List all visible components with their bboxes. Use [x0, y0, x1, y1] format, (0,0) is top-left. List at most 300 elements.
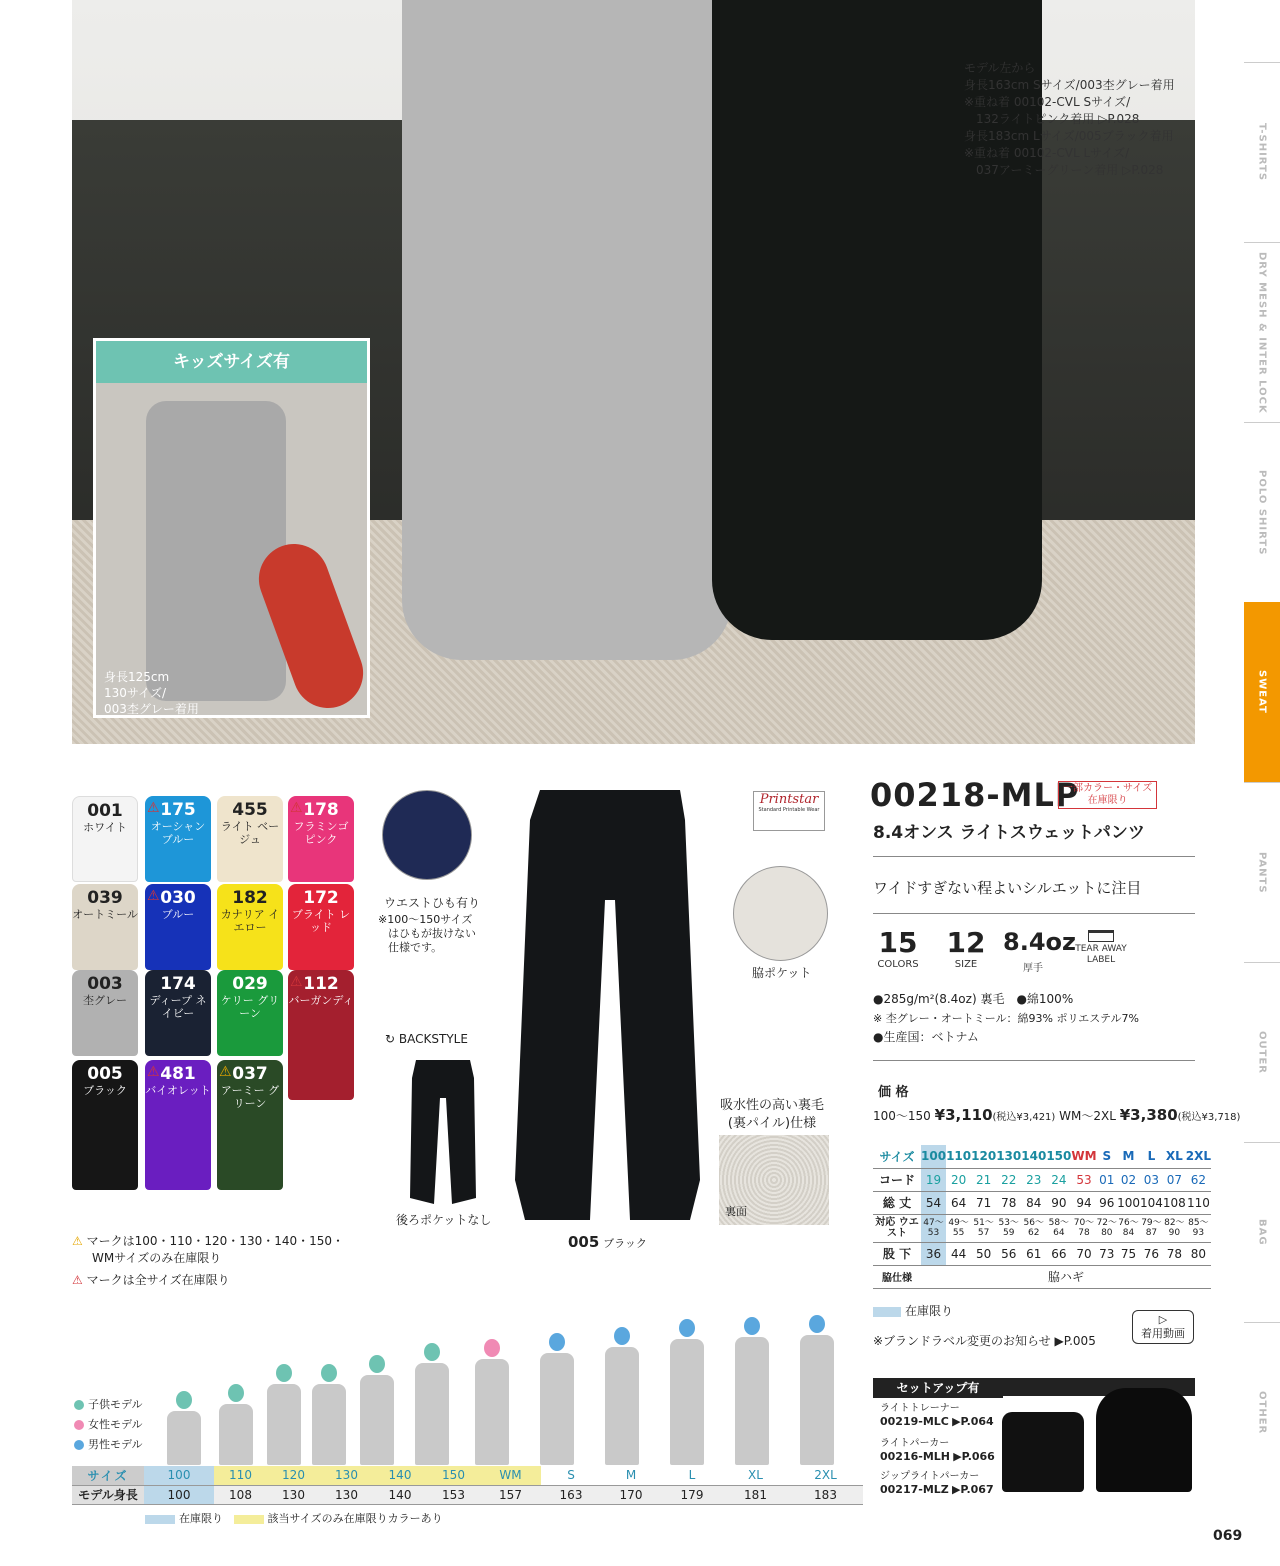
swatch-code: 039 [87, 888, 123, 908]
warn-yellow-note [72, 1232, 344, 1266]
spec-value: 15 [878, 926, 918, 959]
model-cell: 140 [373, 1466, 427, 1485]
model-cell: 170 [601, 1485, 661, 1504]
size-cell: 140 [1021, 1145, 1046, 1168]
divider [873, 1060, 1195, 1061]
women-person-icon [74, 1420, 84, 1430]
swatch-name: オートミール [72, 908, 138, 921]
model-figure [605, 1327, 639, 1465]
row-header: 脇仕様 [873, 1265, 921, 1288]
back-pocket-label: 後ろポケットなし [396, 1213, 492, 1227]
row-header: 股 下 [873, 1242, 921, 1265]
swatch-name: ライト ベージュ [220, 820, 280, 846]
size-cell: 44 [946, 1242, 971, 1265]
model-size-table [72, 1466, 863, 1505]
setup-item[interactable] [880, 1402, 994, 1429]
size-cell: 36 [921, 1242, 946, 1265]
legend-text: 子供モデル [88, 1398, 143, 1411]
swatch-455 [217, 796, 283, 882]
note-text: マークは100・110・120・130・140・150・ [86, 1234, 345, 1248]
swatch-112 [288, 970, 354, 1100]
model-cell: XL [723, 1466, 788, 1485]
swatch-039 [72, 884, 138, 970]
size-cell: 07 [1163, 1168, 1186, 1191]
size-cell: 24 [1046, 1168, 1071, 1191]
model-cell: M [601, 1466, 661, 1485]
swatch-174 [145, 970, 211, 1056]
size-cell: 54 [921, 1191, 946, 1214]
size-cell: 100 [1117, 1191, 1140, 1214]
spec-label: 厚手 [1023, 963, 1043, 974]
men-person-icon [74, 1440, 84, 1450]
warning-icon: ⚠ [147, 1064, 160, 1080]
tear-away-label-icon [1070, 930, 1132, 966]
size-cell: 94 [1071, 1191, 1096, 1214]
setup-code: 00216-MLH [880, 1450, 950, 1463]
size-cell: L [1140, 1145, 1163, 1168]
swatch-code: 112 [303, 974, 339, 994]
row-header: モデル身長 [72, 1485, 144, 1504]
legend-text: 女性モデル [88, 1418, 143, 1431]
spec-label: COLORS [877, 959, 919, 970]
spec-label: LABEL [1086, 955, 1116, 965]
row-header: 対応 ウエスト [873, 1214, 921, 1242]
legend-men [74, 1435, 142, 1455]
swatch-name: アーミー グリーン [220, 1084, 280, 1110]
caption-line: 132ライトピンク着用 ▷P.028 [964, 112, 1140, 126]
kids-inset-photo [93, 338, 370, 718]
tab-label: POLO SHIRTS [1256, 469, 1268, 556]
legend-text: 該当サイズのみ在庫限りカラーあり [267, 1512, 443, 1525]
divider [873, 856, 1195, 857]
swatch-005 [72, 1060, 138, 1190]
legend-women [74, 1415, 142, 1435]
swatch-name: ブラック [83, 1084, 127, 1097]
size-table [873, 1145, 1211, 1289]
size-cell: 76 [1140, 1242, 1163, 1265]
size-cell: XL [1163, 1145, 1186, 1168]
tab-t-shirts[interactable] [1244, 62, 1280, 242]
note-line: (裏パイル)仕様 [727, 1116, 817, 1131]
spec-value: 12 [946, 926, 986, 959]
model-cell: WM [480, 1466, 541, 1485]
model-cell: 181 [723, 1485, 788, 1504]
swatch-name: バーガンディ [288, 994, 354, 1007]
size-cell: S [1097, 1145, 1118, 1168]
stock-badge [1058, 781, 1157, 809]
waist-cord-detail [382, 790, 472, 880]
size-cell: 96 [1097, 1191, 1118, 1214]
hoodie-thumbnail [1096, 1388, 1192, 1492]
caption-line: 身長125cm [104, 670, 170, 684]
page-number: 069 [1213, 1528, 1243, 1544]
swatch-code: 037 [232, 1064, 268, 1084]
main-pants-illustration [500, 780, 720, 1230]
watch-video-button[interactable] [1132, 1310, 1194, 1344]
main-color-name: ブラック [603, 1237, 647, 1250]
price-heading: 価 格 [878, 1085, 909, 1100]
size-cell: 150 [1046, 1145, 1071, 1168]
legend-text: 在庫限り [179, 1512, 223, 1525]
fabric-line: ※ 杢グレー・オートミール：綿93% ポリエステル7% [873, 1012, 1139, 1025]
size-cell: 84 [1021, 1191, 1046, 1214]
side-pocket-detail [733, 866, 828, 961]
swatch-name: 杢グレー [83, 994, 127, 1007]
model-row [72, 1466, 863, 1485]
setup-page: ▶P.067 [951, 1483, 994, 1496]
swatch-172 [288, 884, 354, 970]
size-cell: 80 [1186, 1242, 1211, 1265]
model-figure [415, 1343, 449, 1465]
tab-label: DRY MESH & INTER LOCK [1256, 251, 1268, 414]
legend-kids [74, 1395, 142, 1415]
tab-polo-shirts[interactable] [1244, 422, 1280, 602]
price-row [873, 1106, 1240, 1124]
sweatshirt-thumbnail [1002, 1412, 1084, 1492]
model-figure [475, 1339, 509, 1465]
price-range: WM～2XL [1059, 1109, 1116, 1123]
tab-outer[interactable] [1244, 962, 1280, 1142]
note-text: マークは全サイズ在庫限り [86, 1273, 230, 1287]
swatch-029 [217, 970, 283, 1056]
swatch-code: 003 [87, 974, 123, 994]
swatch-name: ブルー [161, 908, 195, 921]
kids-person-icon [74, 1400, 84, 1410]
size-cell: 110 [946, 1145, 971, 1168]
backstyle-label [385, 1032, 468, 1046]
tab-pants[interactable] [1244, 782, 1280, 962]
row-header: 総 丈 [873, 1191, 921, 1214]
side-spec-cell: 脇ハギ [921, 1265, 1211, 1288]
swatch-code: 178 [303, 800, 339, 820]
model-cell: 130 [320, 1485, 373, 1504]
tab-label: OUTER [1256, 1031, 1268, 1074]
spec-size [940, 926, 992, 970]
warn-red-note [72, 1271, 230, 1288]
model-cell: 108 [214, 1485, 267, 1504]
row-header: コード [873, 1168, 921, 1191]
swatch-name: ケリー グリーン [220, 994, 280, 1020]
size-cell: 01 [1097, 1168, 1118, 1191]
setup-item[interactable] [880, 1470, 994, 1497]
logo-subtext: Standard Printable Wear [758, 807, 820, 813]
size-cell: 58〜64 [1046, 1214, 1071, 1242]
waist-note [378, 913, 476, 955]
swatch-name: ディープ ネイビー [149, 994, 207, 1020]
swatch-code: 455 [232, 800, 268, 820]
model-legend [74, 1395, 142, 1455]
model-figure [312, 1364, 346, 1465]
setup-code: 00219-MLC [880, 1415, 949, 1428]
size-cell: 130 [996, 1145, 1021, 1168]
model-cell: 2XL [788, 1466, 863, 1485]
printstar-logo [753, 791, 825, 831]
swatch-code: 175 [160, 800, 196, 820]
model-figure [219, 1384, 253, 1465]
model-cell: 150 [427, 1466, 480, 1485]
swatch-name: カナリア イエロー [220, 908, 280, 934]
swatch-code: 005 [87, 1064, 123, 1084]
model-figure [735, 1317, 769, 1465]
button-label: 着用動画 [1141, 1327, 1185, 1340]
pile-label [720, 1097, 824, 1133]
note-text: WMサイズのみ在庫限り [92, 1251, 222, 1265]
play-icon: ▷ [1158, 1313, 1168, 1326]
pile-caption: 裏面 [725, 1205, 747, 1218]
size-cell: 75 [1117, 1242, 1140, 1265]
pile-fabric-sample [719, 1135, 829, 1225]
warning-icon: ⚠ [147, 888, 160, 904]
size-cell: M [1117, 1145, 1140, 1168]
catch-copy: ワイドすぎない程よいシルエットに注目 [873, 879, 1142, 897]
model-cell: 163 [541, 1485, 601, 1504]
size-cell: 03 [1140, 1168, 1163, 1191]
stock-swatch [873, 1307, 901, 1317]
model-cell: 140 [373, 1485, 427, 1504]
rotate-arrow-icon: ↻ [385, 1032, 396, 1046]
size-cell: 02 [1117, 1168, 1140, 1191]
size-cell: 23 [1021, 1168, 1046, 1191]
size-cell: 66 [1046, 1242, 1071, 1265]
size-cell: 110 [1186, 1191, 1211, 1214]
hero-caption [964, 60, 1194, 179]
size-row [873, 1242, 1211, 1265]
size-cell: 53〜59 [996, 1214, 1021, 1242]
size-cell: 72〜80 [1097, 1214, 1118, 1242]
setup-page: ▶P.064 [952, 1415, 994, 1428]
warning-icon: ⚠ [290, 800, 303, 816]
model-figure [167, 1391, 201, 1465]
tab-other[interactable] [1244, 1322, 1280, 1502]
size-cell: 90 [1046, 1191, 1071, 1214]
model-figure [670, 1319, 704, 1465]
kids-caption [104, 669, 199, 717]
size-cell: 61 [1021, 1242, 1046, 1265]
size-row [873, 1265, 1211, 1288]
caption-line: ※重ね着 00102-CVL Sサイズ/ [964, 95, 1131, 109]
warning-icon: ⚠ [290, 974, 303, 990]
size-cell: 50 [971, 1242, 996, 1265]
model-cell: 153 [427, 1485, 480, 1504]
size-cell: 108 [1163, 1191, 1186, 1214]
size-cell: 70〜78 [1071, 1214, 1096, 1242]
caption-line: 003杢グレー着用 [104, 702, 199, 716]
model-figure [267, 1364, 301, 1465]
swatch-name: オーシャン ブルー [150, 820, 206, 846]
spec-weight [1003, 926, 1076, 974]
swatch-182 [217, 884, 283, 970]
note-line: 吸水性の高い裏毛 [720, 1098, 825, 1113]
tab-dry-mesh[interactable] [1244, 242, 1280, 422]
size-cell: 19 [921, 1168, 946, 1191]
note-line: ※100～150サイズ [378, 913, 473, 926]
caption-line: 身長163cm Sサイズ/003杢グレー着用 [964, 78, 1175, 92]
model-chart-legend [145, 1510, 443, 1526]
tab-label: OTHER [1256, 1390, 1268, 1435]
warning-icon: ⚠ [219, 1064, 232, 1080]
kids-grey-pants [146, 401, 286, 701]
tab-label: T-SHIRTS [1256, 123, 1268, 182]
fabric-line: ●285g/m²(8.4oz) 裏毛 ●綿100% [873, 992, 1074, 1006]
warning-yellow-icon: ⚠ [72, 1234, 83, 1248]
swatch-name: ブライト レッド [291, 908, 351, 934]
swatch-code: 030 [160, 888, 196, 908]
warning-red-icon: ⚠ [72, 1273, 83, 1287]
caption-line: モデル左から [964, 61, 1036, 75]
price-range: 100～150 [873, 1109, 931, 1123]
price-tax: (税込¥3,421) [992, 1112, 1056, 1123]
size-cell: 100 [921, 1145, 946, 1168]
tab-label: SWEAT [1256, 670, 1268, 714]
back-pants-illustration [408, 1058, 478, 1208]
badge-line: 在庫限り [1087, 795, 1128, 806]
caption-line: 037アーミーグリーン着用 ▷P.028 [964, 163, 1164, 177]
note-text: BACKSTYLE [398, 1032, 468, 1046]
badge-line: 一部カラー・サイズ [1063, 783, 1153, 794]
size-cell: 47〜53 [921, 1214, 946, 1242]
logo-text: Printstar [759, 792, 819, 807]
size-cell: 64 [946, 1191, 971, 1214]
legend-text: 在庫限り [905, 1304, 954, 1318]
legend-text: 男性モデル [88, 1438, 143, 1451]
divider [873, 913, 1195, 914]
size-cell: 120 [971, 1145, 996, 1168]
size-cell: 22 [996, 1168, 1021, 1191]
spec-value: 8.4oz [1003, 928, 1076, 956]
caption-line: ※重ね着 00102-CVL Lサイズ/ [964, 146, 1130, 160]
caption-line: 130サイズ/ [104, 686, 166, 700]
model-row [72, 1485, 863, 1504]
side-pocket-label: 脇ポケット [752, 966, 812, 980]
swatch-name: フラミンゴ ピンク [293, 820, 349, 846]
size-row [873, 1168, 1211, 1191]
model-cell: 100 [144, 1466, 214, 1485]
size-cell: 82〜90 [1163, 1214, 1186, 1242]
model-cell: 100 [144, 1485, 214, 1504]
swatch-030 [145, 884, 211, 970]
setup-name: ライトパーカー [880, 1438, 950, 1449]
fabric-line: ●生産国：ベトナム [873, 1030, 979, 1044]
model-cell: S [541, 1466, 601, 1485]
kids-size-title: キッズサイズ有 [96, 341, 367, 383]
swatch-481 [145, 1060, 211, 1190]
main-color-label [568, 1233, 647, 1251]
size-cell: 78 [996, 1191, 1021, 1214]
tab-bag[interactable] [1244, 1142, 1280, 1322]
size-cell: 53 [1071, 1168, 1096, 1191]
model-cell: 130 [267, 1485, 320, 1504]
swatch-code: 182 [232, 888, 268, 908]
swatch-003 [72, 970, 138, 1056]
swatch-037 [217, 1060, 283, 1190]
setup-item[interactable] [880, 1437, 995, 1464]
waist-label: ウエストひも有り [384, 896, 481, 910]
tab-label: BAG [1256, 1219, 1268, 1246]
setup-code: 00217-MLZ [880, 1483, 949, 1496]
swatch-name: バイオレット [145, 1084, 211, 1097]
main-color-code: 005 [568, 1233, 600, 1251]
brand-label-notice[interactable]: ※ブランドラベル変更のお知らせ ▶P.005 [873, 1334, 1096, 1348]
size-cell: 56 [996, 1242, 1021, 1265]
swatch-code: 172 [303, 888, 339, 908]
size-cell: 70 [1071, 1242, 1096, 1265]
setup-title: セットアップ有 [873, 1378, 1003, 1398]
size-cell: 76〜84 [1117, 1214, 1140, 1242]
size-cell: 2XL [1186, 1145, 1211, 1168]
note-line: はひもが抜けない [388, 927, 476, 940]
spec-colors [872, 926, 924, 970]
swatch-name: ホワイト [83, 821, 127, 834]
size-cell: 56〜62 [1021, 1214, 1046, 1242]
model-figure [800, 1315, 834, 1465]
size-cell: 71 [971, 1191, 996, 1214]
model-figure [540, 1333, 574, 1465]
spec-label: TEAR AWAY [1075, 944, 1127, 954]
note-line: 仕様です。 [388, 941, 443, 954]
size-cell: 79〜87 [1140, 1214, 1163, 1242]
size-cell: 20 [946, 1168, 971, 1191]
size-cell: 78 [1163, 1242, 1186, 1265]
model-figures [145, 1290, 825, 1465]
model-cell: 110 [214, 1466, 267, 1485]
swatch-code: 174 [160, 974, 196, 994]
price-value: ¥3,110 [934, 1106, 993, 1124]
fabric-info [873, 990, 1139, 1047]
model-cell: 179 [661, 1485, 723, 1504]
model-cell: 157 [480, 1485, 541, 1504]
price-value: ¥3,380 [1119, 1106, 1178, 1124]
setup-name: ジップライトパーカー [880, 1471, 980, 1482]
size-cell: WM [1071, 1145, 1096, 1168]
model-cell: 130 [320, 1466, 373, 1485]
warning-icon: ⚠ [147, 800, 160, 816]
size-row [873, 1214, 1211, 1242]
tab-sweat[interactable] [1244, 602, 1280, 782]
swatch-001 [72, 796, 138, 882]
setup-page: ▶P.066 [953, 1450, 995, 1463]
product-code: 00218-MLP [870, 776, 1080, 814]
partial-stock-swatch [234, 1515, 264, 1524]
size-row [873, 1191, 1211, 1214]
setup-name: ライトトレーナー [880, 1403, 960, 1414]
size-cell: 73 [1097, 1242, 1118, 1265]
size-cell: 62 [1186, 1168, 1211, 1191]
row-header: サイズ [873, 1145, 921, 1168]
model-figure [360, 1355, 394, 1465]
row-header: サイズ [72, 1466, 144, 1485]
model-cell: 120 [267, 1466, 320, 1485]
stock-legend [873, 1302, 953, 1319]
size-row [873, 1145, 1211, 1168]
size-cell: 85〜93 [1186, 1214, 1211, 1242]
tab-label: PANTS [1256, 851, 1268, 894]
swatch-175 [145, 796, 211, 882]
swatch-178 [288, 796, 354, 882]
stock-swatch [145, 1515, 175, 1524]
size-cell: 104 [1140, 1191, 1163, 1214]
caption-line: 身長183cm Lサイズ/005ブラック着用 [964, 129, 1174, 143]
size-cell: 51〜57 [971, 1214, 996, 1242]
product-name: 8.4オンス ライトスウェットパンツ [873, 823, 1145, 843]
swatch-code: 481 [160, 1064, 196, 1084]
spec-label: SIZE [954, 959, 978, 970]
model-cell: 183 [788, 1485, 863, 1504]
size-cell: 21 [971, 1168, 996, 1191]
swatch-code: 029 [232, 974, 268, 994]
price-tax: (税込¥3,718) [1177, 1112, 1241, 1123]
model-left-grey-pants [402, 0, 732, 660]
size-cell: 49〜55 [946, 1214, 971, 1242]
